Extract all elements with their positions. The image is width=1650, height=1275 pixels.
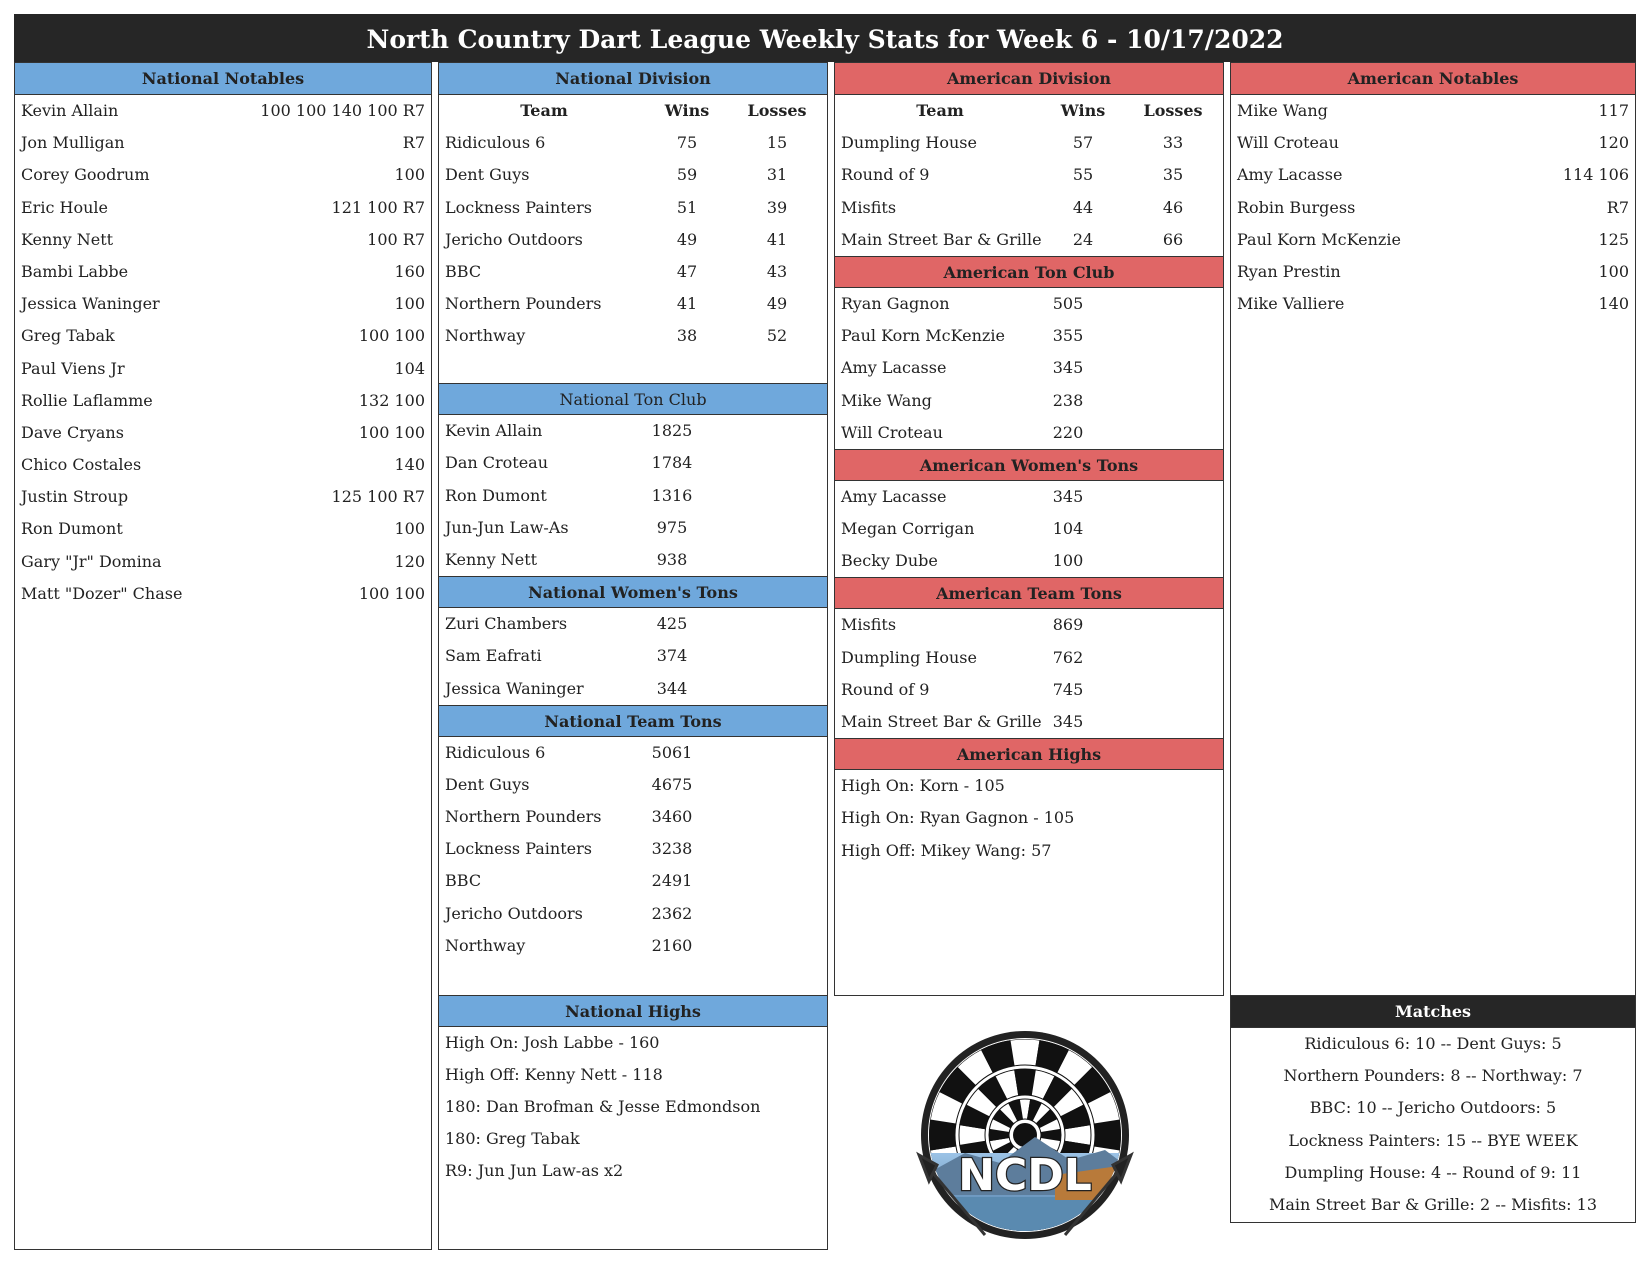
logo-text: NCDL (958, 1150, 1092, 1201)
entry-name: Jericho Outdoors (445, 903, 583, 923)
team-losses: 46 (1162, 197, 1184, 217)
list-item (15, 481, 431, 513)
entry-value: 2362 (651, 903, 693, 923)
entry-name: BBC (445, 871, 482, 891)
player-name: Amy Lacasse (1237, 165, 1343, 185)
list-item (15, 385, 431, 417)
entry-value: 220 (1052, 422, 1084, 442)
team-name: Northway (445, 326, 526, 346)
list-item (439, 1123, 827, 1155)
entry-name: Northway (445, 935, 526, 955)
list-item (1231, 1092, 1635, 1124)
american-division-header: American Division (835, 63, 1223, 95)
national-team-tons-list (439, 737, 827, 995)
list-item (439, 1155, 827, 1187)
team-name: Ridiculous 6 (445, 133, 546, 153)
team-wins: 57 (1072, 133, 1094, 153)
player-name: Paul Korn McKenzie (1237, 229, 1401, 249)
list-item (439, 930, 827, 962)
list-item (439, 415, 827, 447)
entry-value: 345 (1052, 358, 1084, 378)
team-wins: 44 (1072, 197, 1094, 217)
list-item (835, 706, 1223, 738)
table-row (835, 224, 1223, 256)
stat-value: 100 (394, 165, 425, 185)
entry-text: Lockness Painters: 15 -- BYE WEEK (1288, 1130, 1578, 1150)
entry-name: Kenny Nett (445, 549, 538, 569)
player-name: Kenny Nett (21, 229, 114, 249)
entry-name: Will Croteau (841, 422, 943, 442)
matches-header: Matches (1231, 996, 1635, 1028)
national-womens-tons-list (439, 608, 827, 705)
entry-text: High Off: Mikey Wang: 57 (841, 840, 1052, 860)
national-panel (438, 62, 828, 1250)
entry-value: 1316 (651, 485, 693, 505)
entry-value: 3460 (651, 807, 693, 827)
entry-name: Ron Dumont (445, 485, 547, 505)
list-item (439, 769, 827, 801)
list-item (15, 127, 431, 159)
national-notables-panel (14, 62, 432, 1250)
team-name: Dent Guys (445, 165, 530, 185)
entry-value: 1784 (651, 453, 693, 473)
col-losses: Losses (1143, 101, 1203, 120)
national-notables-list (15, 95, 431, 610)
matches-panel (1230, 995, 1636, 1223)
entry-text: Northern Pounders: 8 -- Northway: 7 (1283, 1066, 1583, 1086)
american-division-table (835, 127, 1223, 256)
stat-value: 100 100 140 100 R7 (260, 101, 425, 120)
american-highs-list (835, 770, 1223, 867)
stat-value: 100 (394, 294, 425, 314)
entry-text: High On: Josh Labbe - 160 (445, 1032, 660, 1052)
list-item (439, 544, 827, 576)
list-item (439, 512, 827, 544)
team-wins: 51 (676, 197, 698, 217)
entry-value: 345 (1052, 486, 1084, 506)
entry-name: Dan Croteau (445, 453, 549, 473)
entry-name: Round of 9 (841, 679, 930, 699)
national-team-tons-header: National Team Tons (439, 705, 827, 737)
list-item (439, 865, 827, 897)
list-item (835, 609, 1223, 641)
list-item (439, 480, 827, 512)
team-losses: 31 (766, 165, 788, 185)
dartboard-segment (1010, 1039, 1040, 1066)
stat-value: 140 (1598, 294, 1629, 314)
entry-text: BBC: 10 -- Jericho Outdoors: 5 (1309, 1098, 1557, 1118)
team-name: Round of 9 (841, 165, 930, 185)
national-ton-club-list (439, 415, 827, 576)
list-item (835, 417, 1223, 449)
col-losses: Losses (747, 101, 807, 120)
list-item (439, 640, 827, 672)
entry-value: 938 (656, 549, 688, 569)
team-wins: 38 (676, 326, 698, 346)
entry-text: High Off: Kenny Nett - 118 (445, 1064, 663, 1084)
entry-value: 3238 (651, 839, 693, 859)
stat-value: 125 100 R7 (331, 487, 425, 507)
stat-value: R7 (1606, 197, 1629, 217)
stat-value: 117 (1598, 101, 1629, 120)
team-losses: 43 (766, 261, 788, 281)
entry-name: Ridiculous 6 (445, 742, 546, 762)
entry-text: High On: Ryan Gagnon - 105 (841, 808, 1075, 828)
table-row (439, 224, 827, 256)
list-item (1231, 95, 1635, 127)
entry-value: 5061 (651, 742, 693, 762)
stat-value: 120 (1598, 133, 1629, 153)
american-womens-tons-list (835, 481, 1223, 578)
stat-value: 100 100 (358, 422, 425, 442)
player-name: Greg Tabak (21, 326, 115, 346)
col-team: Team (916, 101, 964, 120)
american-womens-tons-header: American Women's Tons (835, 449, 1223, 481)
american-ton-club-list (835, 288, 1223, 449)
table-row (835, 127, 1223, 159)
list-item (835, 385, 1223, 417)
team-losses: 39 (766, 197, 788, 217)
player-name: Eric Houle (21, 197, 108, 217)
entry-name: Kevin Allain (445, 421, 543, 441)
list-item (15, 449, 431, 481)
player-name: Jessica Waninger (21, 294, 160, 314)
list-item (439, 801, 827, 833)
team-losses: 49 (766, 294, 788, 314)
entry-name: Dent Guys (445, 774, 530, 794)
entry-name: Paul Korn McKenzie (841, 326, 1005, 346)
american-division-col-headers (835, 95, 1223, 127)
team-wins: 47 (676, 261, 698, 281)
table-row (439, 192, 827, 224)
stat-value: 120 (394, 551, 425, 571)
entry-value: 975 (656, 517, 688, 537)
player-name: Mike Wang (1237, 101, 1328, 120)
list-item (15, 353, 431, 385)
col-team: Team (520, 101, 568, 120)
american-notables-list (1231, 95, 1635, 320)
entry-value: 345 (1052, 712, 1084, 731)
entry-name: Main Street Bar & Grille (841, 712, 1042, 731)
list-item (835, 835, 1223, 867)
player-name: Rollie Laflamme (21, 390, 153, 410)
entry-value: 425 (656, 614, 688, 634)
list-item (15, 159, 431, 191)
entry-text: 180: Greg Tabak (445, 1129, 580, 1149)
list-item (1231, 1189, 1635, 1221)
team-wins: 49 (676, 229, 698, 249)
player-name: Matt "Dozer" Chase (21, 583, 183, 603)
entry-value: 238 (1052, 390, 1084, 410)
stat-value: 121 100 R7 (331, 197, 425, 217)
team-name: BBC (445, 261, 482, 281)
dartboard-segment (1094, 1120, 1121, 1150)
col-wins: Wins (1060, 101, 1106, 120)
entry-value: 2160 (651, 935, 693, 955)
table-row (439, 320, 827, 352)
table-row (835, 192, 1223, 224)
list-item (15, 546, 431, 578)
team-name: Lockness Painters (445, 197, 592, 217)
entry-value: 100 (1052, 551, 1084, 571)
team-name: Jericho Outdoors (445, 229, 583, 249)
entry-value: 4675 (651, 774, 693, 794)
entry-value: 355 (1052, 326, 1084, 346)
entry-text: 180: Dan Brofman & Jesse Edmondson (445, 1097, 761, 1117)
entry-name: Zuri Chambers (445, 614, 568, 634)
entry-text: Dumpling House: 4 -- Round of 9: 11 (1284, 1162, 1582, 1182)
stat-value: 160 (394, 261, 425, 281)
table-row (439, 127, 827, 159)
entry-value: 762 (1052, 647, 1084, 667)
stat-value: 100 (394, 519, 425, 539)
team-name: Misfits (841, 197, 897, 217)
stat-value: 125 (1598, 229, 1629, 249)
list-item (1231, 1125, 1635, 1157)
list-item (15, 417, 431, 449)
american-panel (834, 62, 1224, 996)
national-division-table (439, 127, 827, 383)
national-division-col-headers (439, 95, 827, 127)
list-item (15, 95, 431, 127)
list-item (439, 1091, 827, 1123)
entry-name: Amy Lacasse (841, 358, 947, 378)
entry-value: 104 (1052, 519, 1084, 539)
american-ton-club-header: American Ton Club (835, 256, 1223, 288)
team-wins: 59 (676, 165, 698, 185)
list-item (1231, 1060, 1635, 1092)
american-team-tons-header: American Team Tons (835, 577, 1223, 609)
player-name: Ron Dumont (21, 519, 123, 539)
stat-value: 100 (1598, 261, 1629, 281)
team-wins: 24 (1072, 229, 1094, 249)
list-item (15, 224, 431, 256)
table-row (439, 256, 827, 288)
entry-name: Jessica Waninger (445, 678, 584, 698)
stat-value: 114 106 (1562, 165, 1629, 185)
american-team-tons-list (835, 609, 1223, 738)
stat-value: 140 (394, 455, 425, 475)
list-item (439, 673, 827, 705)
player-name: Jon Mulligan (21, 133, 125, 153)
table-row (439, 159, 827, 191)
list-item (1231, 127, 1635, 159)
national-ton-club-header: National Ton Club (439, 383, 827, 415)
stat-value: 100 100 (358, 326, 425, 346)
list-item (439, 833, 827, 865)
entry-text: Ridiculous 6: 10 -- Dent Guys: 5 (1304, 1034, 1562, 1053)
team-losses: 66 (1162, 229, 1184, 249)
list-item (835, 320, 1223, 352)
list-item (1231, 288, 1635, 320)
national-highs-list (439, 1027, 827, 1188)
stat-value: 132 100 (358, 390, 425, 410)
entry-value: 344 (656, 678, 688, 698)
dartboard-segment (929, 1120, 956, 1150)
list-item (1231, 224, 1635, 256)
team-wins: 55 (1072, 165, 1094, 185)
entry-value: 374 (656, 646, 688, 666)
team-name: Main Street Bar & Grille (841, 229, 1042, 249)
entry-name: Sam Eafrati (445, 646, 542, 666)
entry-name: Misfits (841, 615, 897, 635)
national-womens-tons-header: National Women's Tons (439, 576, 827, 608)
player-name: Gary "Jr" Domina (21, 551, 162, 571)
list-item (1231, 1157, 1635, 1189)
player-name: Kevin Allain (21, 101, 119, 120)
list-item (835, 513, 1223, 545)
player-name: Bambi Labbe (21, 261, 129, 281)
player-name: Robin Burgess (1237, 197, 1356, 217)
player-name: Paul Viens Jr (21, 358, 125, 378)
list-item (835, 674, 1223, 706)
list-item (835, 352, 1223, 384)
list-item (1231, 256, 1635, 288)
entry-value: 869 (1052, 615, 1084, 635)
team-losses: 35 (1162, 165, 1184, 185)
list-item (835, 802, 1223, 834)
list-item (439, 1027, 827, 1059)
entry-text: Main Street Bar & Grille: 2 -- Misfits: 13 (1268, 1194, 1598, 1214)
list-item (1231, 1028, 1635, 1060)
entry-name: Mike Wang (841, 390, 932, 410)
stat-value: 100 R7 (367, 229, 425, 249)
list-item (15, 192, 431, 224)
entry-name: Ryan Gagnon (841, 293, 950, 313)
team-wins: 75 (676, 133, 698, 153)
entry-name: Jun-Jun Law-As (445, 517, 569, 537)
list-item (1231, 159, 1635, 191)
entry-name: Megan Corrigan (841, 519, 975, 539)
american-highs-header: American Highs (835, 738, 1223, 770)
list-item (835, 770, 1223, 802)
american-notables-panel (1230, 62, 1636, 996)
entry-name: Lockness Painters (445, 839, 592, 859)
list-item (439, 608, 827, 640)
list-item (15, 288, 431, 320)
national-highs-header: National Highs (439, 995, 827, 1027)
table-row (835, 159, 1223, 191)
list-item (439, 447, 827, 479)
american-notables-header: American Notables (1231, 63, 1635, 95)
team-wins: 41 (676, 294, 698, 314)
stat-value: 100 100 (358, 583, 425, 603)
player-name: Mike Valliere (1237, 294, 1345, 314)
entry-name: Becky Dube (841, 551, 938, 571)
entry-text: High On: Korn - 105 (841, 776, 1005, 796)
stat-value: 104 (394, 358, 425, 378)
entry-name: Northern Pounders (445, 807, 602, 827)
entry-value: 2491 (651, 871, 693, 891)
list-item (439, 737, 827, 769)
entry-text: R9: Jun Jun Law-as x2 (445, 1161, 624, 1181)
table-row (439, 288, 827, 320)
page-title: North Country Dart League Weekly Stats for Week 6 - 10/17/2022 (14, 14, 1636, 62)
team-name: Dumpling House (841, 133, 977, 153)
entry-value: 1825 (651, 421, 693, 441)
team-name: Northern Pounders (445, 294, 602, 314)
team-losses: 33 (1162, 133, 1184, 153)
ncdl-dartboard-logo (905, 1025, 1145, 1265)
col-wins: Wins (664, 101, 710, 120)
national-notables-header: National Notables (15, 63, 431, 95)
entry-value: 505 (1052, 293, 1084, 313)
player-name: Corey Goodrum (21, 165, 150, 185)
list-item (15, 256, 431, 288)
player-name: Chico Costales (21, 455, 142, 475)
list-item (835, 288, 1223, 320)
list-item (835, 481, 1223, 513)
national-division-header: National Division (439, 63, 827, 95)
list-item (439, 1059, 827, 1091)
stat-value: R7 (402, 133, 425, 153)
list-item (15, 513, 431, 545)
player-name: Dave Cryans (21, 422, 124, 442)
player-name: Will Croteau (1237, 133, 1339, 153)
list-item (1231, 192, 1635, 224)
list-item (835, 642, 1223, 674)
team-losses: 41 (766, 229, 788, 249)
team-losses: 15 (766, 133, 788, 153)
player-name: Justin Stroup (21, 487, 129, 507)
entry-value: 745 (1052, 679, 1084, 699)
list-item (439, 898, 827, 930)
player-name: Ryan Prestin (1237, 261, 1341, 281)
list-item (15, 578, 431, 610)
team-losses: 52 (766, 326, 788, 346)
list-item (15, 320, 431, 352)
list-item (835, 545, 1223, 577)
entry-name: Dumpling House (841, 647, 977, 667)
matches-list (1231, 1028, 1635, 1221)
entry-name: Amy Lacasse (841, 486, 947, 506)
